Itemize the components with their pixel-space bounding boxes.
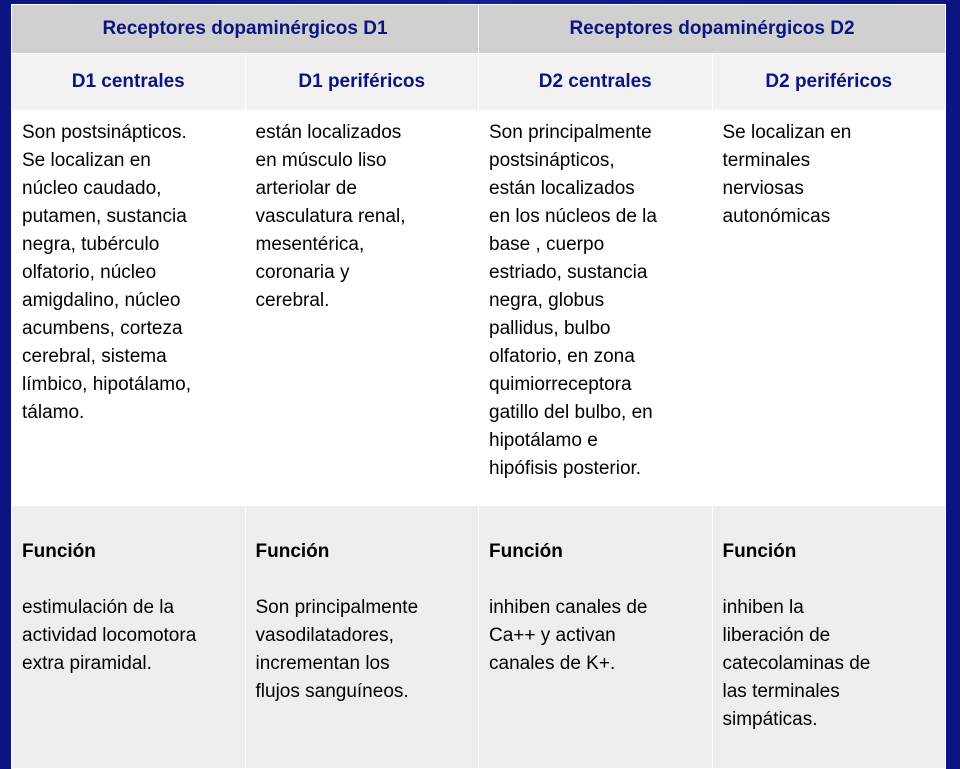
- subheader-row: [12, 54, 946, 111]
- subheader-d1-central: D1 centrales: [12, 54, 246, 111]
- function-cell-d2-peripheral: [712, 506, 946, 769]
- header-d2: Receptores dopaminérgicos D2: [479, 5, 946, 54]
- function-row: [12, 506, 946, 769]
- location-d1-central: Son postsinápticos. Se localizan en núcleo caudado, putamen, sustancia negra, tubérculo olfatorio, núcleo amigdalino, núcleo acumbens, corteza cerebral, sistema límbico, hipotálamo, tálamo.: [12, 111, 246, 506]
- subheader-d1-peripheral: D1 periféricos: [245, 54, 479, 111]
- function-label: Función: [255, 541, 330, 562]
- receptor-table: [11, 4, 946, 769]
- function-text: inhiben canales de Ca++ y activan canales de K+.: [489, 597, 648, 674]
- location-d2-central: Son principalmente postsinápticos, están localizados en los núcleos de la base , cuerpo estriado, sustancia negra, globus pallidus, bulbo olfatorio, en zona quimiorreceptora gatillo del bulbo, en hipotálamo e hipófisis posterior.: [479, 111, 713, 506]
- header-d1: Receptores dopaminérgicos D1: [12, 5, 479, 54]
- function-label: Función: [722, 541, 797, 562]
- subheader-d2-peripheral: D2 periféricos: [712, 54, 946, 111]
- receptor-table-slide: [11, 4, 946, 730]
- function-cell-d1-peripheral: [245, 506, 479, 769]
- function-cell-d2-central: [479, 506, 713, 769]
- subheader-d2-central: D2 centrales: [479, 54, 713, 111]
- function-label: Función: [22, 541, 96, 562]
- location-d1-peripheral: están localizados en músculo liso arteriolar de vasculatura renal, mesentérica, coronaria y cerebral.: [245, 111, 479, 506]
- function-text: estimulación de la actividad locomotora extra piramidal.: [22, 597, 197, 674]
- function-cell-d1-central: [12, 506, 246, 769]
- function-text: inhiben la liberación de catecolaminas de las terminales simpáticas.: [722, 597, 871, 730]
- function-label: Función: [489, 541, 563, 562]
- header-row: [12, 5, 946, 54]
- function-text: Son principalmente vasodilatadores, incrementan los flujos sanguíneos.: [255, 597, 419, 702]
- location-d2-peripheral: Se localizan en terminales nerviosas autonómicas: [712, 111, 946, 506]
- location-row: [12, 111, 946, 506]
